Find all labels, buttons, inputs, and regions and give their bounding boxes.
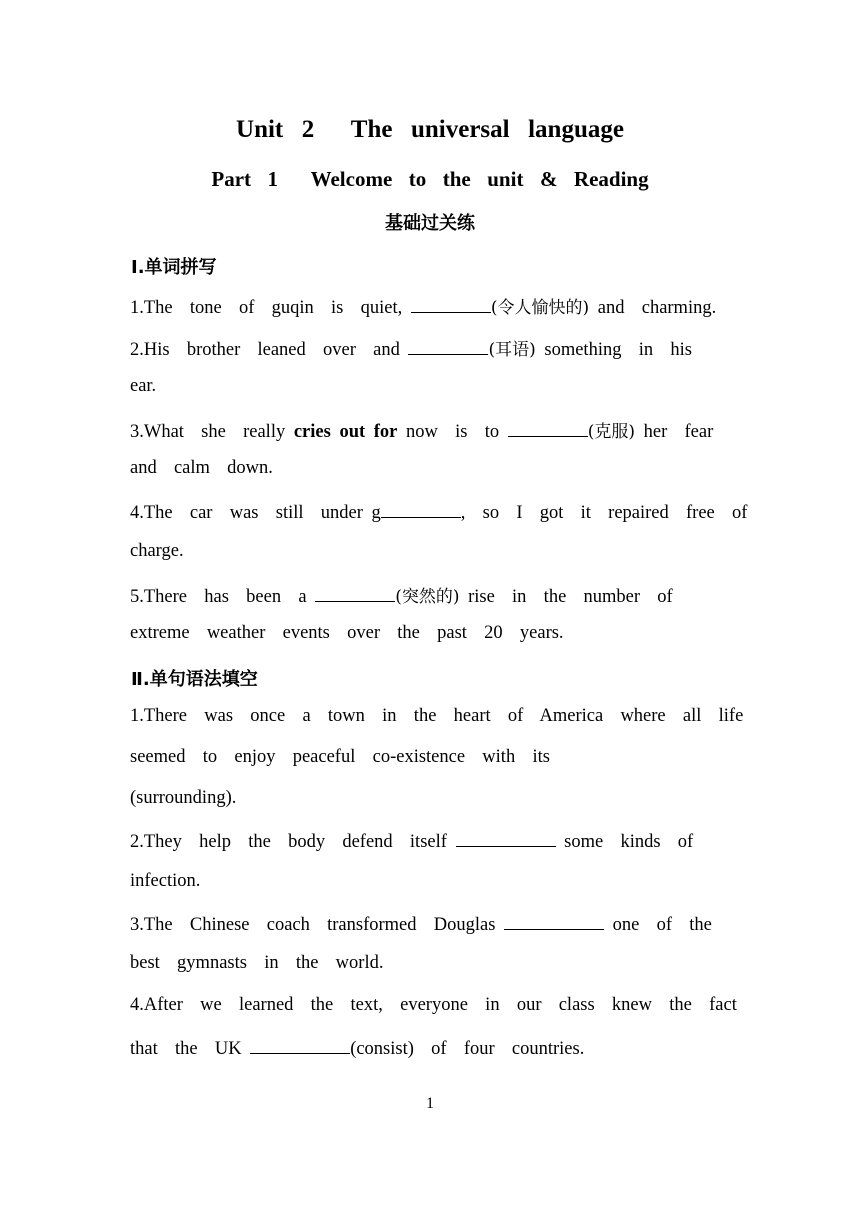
s2-q1-line: 1.There was once a town in the heart of America where all life — [130, 706, 744, 726]
s1-q2-text-a: 2.His brother leaned over and — [130, 340, 409, 360]
s2-q4-line-2 — [130, 1036, 584, 1060]
s1-q2-text-b: something in his — [535, 340, 692, 360]
s1-q4-blank[interactable] — [381, 500, 461, 518]
s1-q5-line — [130, 582, 673, 608]
s1-q3-line — [130, 417, 713, 443]
s1-q1-hint: (令人愉快的) — [490, 298, 590, 318]
s1-q4-line-2: charge. — [130, 541, 184, 561]
section-label: 基础过关练 — [385, 213, 475, 234]
s2-q4-hint: (consist) — [350, 1039, 414, 1059]
s1-q3-line-2: and calm down. — [130, 458, 273, 478]
s1-q2-hint: (耳语) — [488, 340, 536, 360]
s1-q1-blank[interactable] — [411, 295, 491, 313]
s2-q4-line: 4.After we learned the text, everyone in our class knew the fact — [130, 995, 737, 1015]
unit-title: Unit 2 The universal language — [236, 116, 624, 143]
s1-q3-text-b: now is to — [397, 422, 508, 442]
s1-q3-blank[interactable] — [508, 419, 588, 437]
s2-q2-line — [130, 829, 693, 853]
s2-q3-line-2: best gymnasts in the world. — [130, 953, 384, 973]
s1-q5-text-b: rise in the number of — [459, 587, 673, 607]
s2-q2-blank[interactable] — [456, 829, 556, 847]
s1-q4-line — [130, 500, 747, 524]
s1-q4-text-b: , so I got it repaired free of — [460, 503, 748, 523]
s1-q2-blank[interactable] — [408, 337, 488, 355]
s1-q5-line-2: extreme weather events over the past 20 years. — [130, 623, 564, 643]
s1-q1-text-a: 1.The tone of guqin is quiet, — [130, 298, 411, 318]
s2-q4-blank[interactable] — [250, 1036, 350, 1054]
s1-q2-line-2: ear. — [130, 376, 157, 396]
section-1-heading: Ⅰ.单词拼写 — [131, 257, 217, 278]
s2-q4-text-c: of four countries. — [413, 1039, 585, 1059]
s1-q5-hint: (突然的) — [395, 587, 460, 607]
s2-q3-line — [130, 912, 712, 936]
section-2-heading: Ⅱ.单句语法填空 — [131, 669, 258, 690]
s2-q2-line-2: infection. — [130, 871, 201, 891]
s2-q2-text-b: some kinds of — [555, 832, 694, 852]
s2-q1-line-3: (surrounding). — [130, 788, 237, 808]
part-subtitle: Part 1 Welcome to the unit & Reading — [211, 167, 649, 191]
s2-q2-text-a: 2.They help the body defend itself — [130, 832, 456, 852]
s2-q4-text-b: that the UK — [130, 1039, 251, 1059]
s1-q5-blank[interactable] — [315, 584, 395, 602]
s1-q3-text-c: her fear — [635, 422, 714, 442]
s2-q3-text-a: 3.The Chinese coach transformed Douglas — [130, 915, 505, 935]
s1-q4-letter: g — [371, 503, 381, 523]
s2-q3-text-b: one of the — [604, 915, 712, 935]
s2-q1-line-2: seemed to enjoy peaceful co-existence with its — [130, 747, 550, 767]
s1-q1-line — [130, 293, 716, 319]
s1-q3-text-a: 3.What she really — [130, 422, 294, 442]
s1-q4-text-a: 4.The car was still under — [130, 503, 372, 523]
s2-q3-blank[interactable] — [504, 912, 604, 930]
s1-q1-text-b: and charming. — [589, 298, 717, 318]
page-number: 1 — [426, 1095, 434, 1112]
s1-q5-text-a: 5.There has been a — [130, 587, 316, 607]
s1-q3-bold-phrase: cries out for — [293, 422, 398, 442]
s1-q2-line — [130, 335, 692, 361]
s1-q3-hint: (克服) — [587, 422, 635, 442]
